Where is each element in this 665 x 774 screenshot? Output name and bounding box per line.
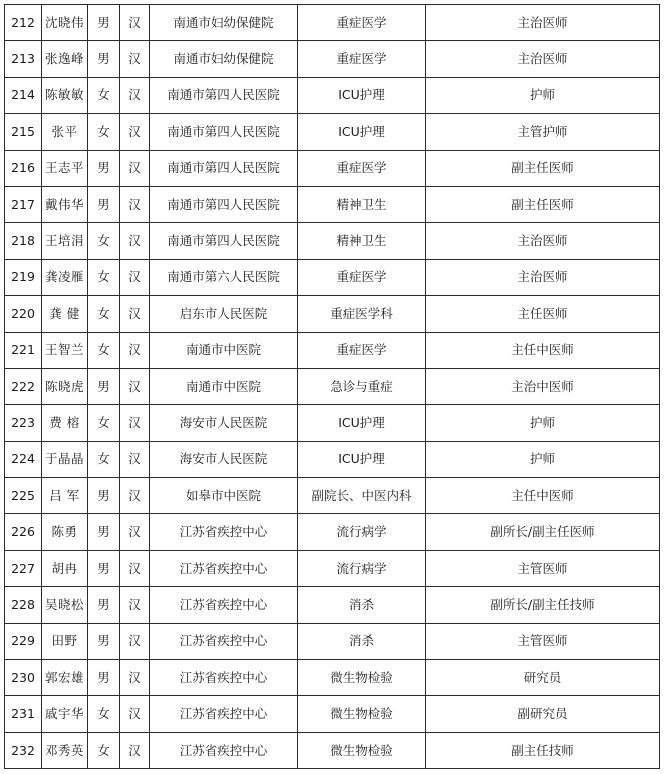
department-cell: 重症医学 xyxy=(298,259,426,295)
row-number-cell: 214 xyxy=(5,77,42,113)
title-cell: 研究员 xyxy=(426,660,660,696)
name-cell: 邓秀英 xyxy=(42,732,88,768)
name-cell: 龚凌雁 xyxy=(42,259,88,295)
row-number-cell: 217 xyxy=(5,186,42,222)
department-cell: 重症医学 xyxy=(298,5,426,41)
ethnicity-cell: 汉 xyxy=(120,587,150,623)
department-cell: 流行病学 xyxy=(298,550,426,586)
organization-cell: 海安市人民医院 xyxy=(150,405,298,441)
title-cell: 主治医师 xyxy=(426,259,660,295)
organization-cell: 南通市中医院 xyxy=(150,332,298,368)
department-cell: ICU护理 xyxy=(298,441,426,477)
name-cell: 陈敏敏 xyxy=(42,77,88,113)
organization-cell: 南通市第四人民医院 xyxy=(150,114,298,150)
ethnicity-cell: 汉 xyxy=(120,150,150,186)
department-cell: 微生物检验 xyxy=(298,732,426,768)
name-cell: 陈勇 xyxy=(42,514,88,550)
name-cell: 沈晓伟 xyxy=(42,5,88,41)
row-number-cell: 225 xyxy=(5,478,42,514)
row-number-cell: 219 xyxy=(5,259,42,295)
organization-cell: 南通市妇幼保健院 xyxy=(150,5,298,41)
organization-cell: 海安市人民医院 xyxy=(150,441,298,477)
table-row xyxy=(5,623,660,659)
table-row xyxy=(5,41,660,77)
name-cell: 于晶晶 xyxy=(42,441,88,477)
ethnicity-cell: 汉 xyxy=(120,296,150,332)
organization-cell: 南通市第六人民医院 xyxy=(150,259,298,295)
name-cell: 龚 健 xyxy=(42,296,88,332)
sex-cell: 男 xyxy=(88,587,120,623)
sex-cell: 女 xyxy=(88,259,120,295)
ethnicity-cell: 汉 xyxy=(120,259,150,295)
table-row xyxy=(5,332,660,368)
sex-cell: 女 xyxy=(88,732,120,768)
table-row xyxy=(5,660,660,696)
sex-cell: 女 xyxy=(88,296,120,332)
table-row xyxy=(5,114,660,150)
department-cell: ICU护理 xyxy=(298,77,426,113)
table-row xyxy=(5,150,660,186)
row-number-cell: 223 xyxy=(5,405,42,441)
row-number-cell: 222 xyxy=(5,368,42,404)
name-cell: 费 榕 xyxy=(42,405,88,441)
name-cell: 吕 军 xyxy=(42,478,88,514)
department-cell: 急诊与重症 xyxy=(298,368,426,404)
ethnicity-cell: 汉 xyxy=(120,478,150,514)
organization-cell: 江苏省疾控中心 xyxy=(150,623,298,659)
row-number-cell: 215 xyxy=(5,114,42,150)
row-number-cell: 216 xyxy=(5,150,42,186)
ethnicity-cell: 汉 xyxy=(120,114,150,150)
ethnicity-cell: 汉 xyxy=(120,441,150,477)
sex-cell: 女 xyxy=(88,696,120,732)
title-cell: 副主任医师 xyxy=(426,186,660,222)
department-cell: 重症医学 xyxy=(298,332,426,368)
name-cell: 王培涓 xyxy=(42,223,88,259)
organization-cell: 南通市第四人民医院 xyxy=(150,186,298,222)
ethnicity-cell: 汉 xyxy=(120,5,150,41)
organization-cell: 江苏省疾控中心 xyxy=(150,696,298,732)
sex-cell: 男 xyxy=(88,186,120,222)
department-cell: 消杀 xyxy=(298,587,426,623)
sex-cell: 男 xyxy=(88,41,120,77)
title-cell: 护师 xyxy=(426,77,660,113)
ethnicity-cell: 汉 xyxy=(120,696,150,732)
title-cell: 护师 xyxy=(426,441,660,477)
table-row xyxy=(5,368,660,404)
title-cell: 主治医师 xyxy=(426,223,660,259)
sex-cell: 男 xyxy=(88,368,120,404)
ethnicity-cell: 汉 xyxy=(120,623,150,659)
table-body xyxy=(5,5,660,769)
department-cell: 重症医学 xyxy=(298,41,426,77)
table-row xyxy=(5,441,660,477)
organization-cell: 如皋市中医院 xyxy=(150,478,298,514)
title-cell: 主管医师 xyxy=(426,550,660,586)
title-cell: 主任中医师 xyxy=(426,478,660,514)
ethnicity-cell: 汉 xyxy=(120,77,150,113)
name-cell: 王智兰 xyxy=(42,332,88,368)
table-row xyxy=(5,478,660,514)
name-cell: 张逸峰 xyxy=(42,41,88,77)
table-row xyxy=(5,696,660,732)
row-number-cell: 228 xyxy=(5,587,42,623)
ethnicity-cell: 汉 xyxy=(120,660,150,696)
row-number-cell: 231 xyxy=(5,696,42,732)
ethnicity-cell: 汉 xyxy=(120,368,150,404)
department-cell: 微生物检验 xyxy=(298,660,426,696)
table-row xyxy=(5,5,660,41)
title-cell: 主治医师 xyxy=(426,5,660,41)
row-number-cell: 224 xyxy=(5,441,42,477)
row-number-cell: 227 xyxy=(5,550,42,586)
organization-cell: 南通市中医院 xyxy=(150,368,298,404)
organization-cell: 江苏省疾控中心 xyxy=(150,587,298,623)
row-number-cell: 229 xyxy=(5,623,42,659)
title-cell: 主管护师 xyxy=(426,114,660,150)
organization-cell: 江苏省疾控中心 xyxy=(150,550,298,586)
ethnicity-cell: 汉 xyxy=(120,332,150,368)
row-number-cell: 232 xyxy=(5,732,42,768)
title-cell: 副主任技师 xyxy=(426,732,660,768)
table-row xyxy=(5,405,660,441)
ethnicity-cell: 汉 xyxy=(120,550,150,586)
name-cell: 吴晓松 xyxy=(42,587,88,623)
department-cell: ICU护理 xyxy=(298,114,426,150)
organization-cell: 南通市第四人民医院 xyxy=(150,150,298,186)
ethnicity-cell: 汉 xyxy=(120,186,150,222)
sex-cell: 女 xyxy=(88,114,120,150)
ethnicity-cell: 汉 xyxy=(120,405,150,441)
table-row xyxy=(5,732,660,768)
sex-cell: 男 xyxy=(88,478,120,514)
row-number-cell: 218 xyxy=(5,223,42,259)
sex-cell: 女 xyxy=(88,441,120,477)
row-number-cell: 212 xyxy=(5,5,42,41)
department-cell: 消杀 xyxy=(298,623,426,659)
organization-cell: 江苏省疾控中心 xyxy=(150,732,298,768)
name-cell: 田野 xyxy=(42,623,88,659)
sex-cell: 男 xyxy=(88,150,120,186)
name-cell: 王志平 xyxy=(42,150,88,186)
name-cell: 郭宏雄 xyxy=(42,660,88,696)
title-cell: 主管医师 xyxy=(426,623,660,659)
sex-cell: 女 xyxy=(88,77,120,113)
row-number-cell: 230 xyxy=(5,660,42,696)
organization-cell: 南通市妇幼保健院 xyxy=(150,41,298,77)
name-cell: 戚宇华 xyxy=(42,696,88,732)
sex-cell: 男 xyxy=(88,514,120,550)
row-number-cell: 213 xyxy=(5,41,42,77)
personnel-table xyxy=(4,4,660,769)
ethnicity-cell: 汉 xyxy=(120,732,150,768)
sex-cell: 男 xyxy=(88,623,120,659)
name-cell: 胡冉 xyxy=(42,550,88,586)
sex-cell: 男 xyxy=(88,5,120,41)
department-cell: 精神卫生 xyxy=(298,186,426,222)
ethnicity-cell: 汉 xyxy=(120,41,150,77)
title-cell: 主任医师 xyxy=(426,296,660,332)
sex-cell: 男 xyxy=(88,660,120,696)
table-row xyxy=(5,296,660,332)
title-cell: 主治医师 xyxy=(426,41,660,77)
row-number-cell: 226 xyxy=(5,514,42,550)
organization-cell: 启东市人民医院 xyxy=(150,296,298,332)
organization-cell: 南通市第四人民医院 xyxy=(150,77,298,113)
ethnicity-cell: 汉 xyxy=(120,223,150,259)
name-cell: 陈晓虎 xyxy=(42,368,88,404)
sex-cell: 女 xyxy=(88,223,120,259)
title-cell: 副主任医师 xyxy=(426,150,660,186)
title-cell: 主任中医师 xyxy=(426,332,660,368)
sex-cell: 男 xyxy=(88,550,120,586)
name-cell: 戴伟华 xyxy=(42,186,88,222)
table-row xyxy=(5,77,660,113)
table-row xyxy=(5,186,660,222)
table-row xyxy=(5,587,660,623)
organization-cell: 江苏省疾控中心 xyxy=(150,660,298,696)
name-cell: 张平 xyxy=(42,114,88,150)
department-cell: ICU护理 xyxy=(298,405,426,441)
department-cell: 重症医学科 xyxy=(298,296,426,332)
table-row xyxy=(5,514,660,550)
table-row xyxy=(5,259,660,295)
department-cell: 副院长、中医内科 xyxy=(298,478,426,514)
organization-cell: 南通市第四人民医院 xyxy=(150,223,298,259)
title-cell: 副所长/副主任医师 xyxy=(426,514,660,550)
row-number-cell: 220 xyxy=(5,296,42,332)
title-cell: 副所长/副主任技师 xyxy=(426,587,660,623)
department-cell: 精神卫生 xyxy=(298,223,426,259)
title-cell: 护师 xyxy=(426,405,660,441)
sex-cell: 女 xyxy=(88,332,120,368)
ethnicity-cell: 汉 xyxy=(120,514,150,550)
organization-cell: 江苏省疾控中心 xyxy=(150,514,298,550)
sex-cell: 女 xyxy=(88,405,120,441)
department-cell: 微生物检验 xyxy=(298,696,426,732)
department-cell: 流行病学 xyxy=(298,514,426,550)
title-cell: 副研究员 xyxy=(426,696,660,732)
title-cell: 主治中医师 xyxy=(426,368,660,404)
row-number-cell: 221 xyxy=(5,332,42,368)
department-cell: 重症医学 xyxy=(298,150,426,186)
table-row xyxy=(5,550,660,586)
table-row xyxy=(5,223,660,259)
